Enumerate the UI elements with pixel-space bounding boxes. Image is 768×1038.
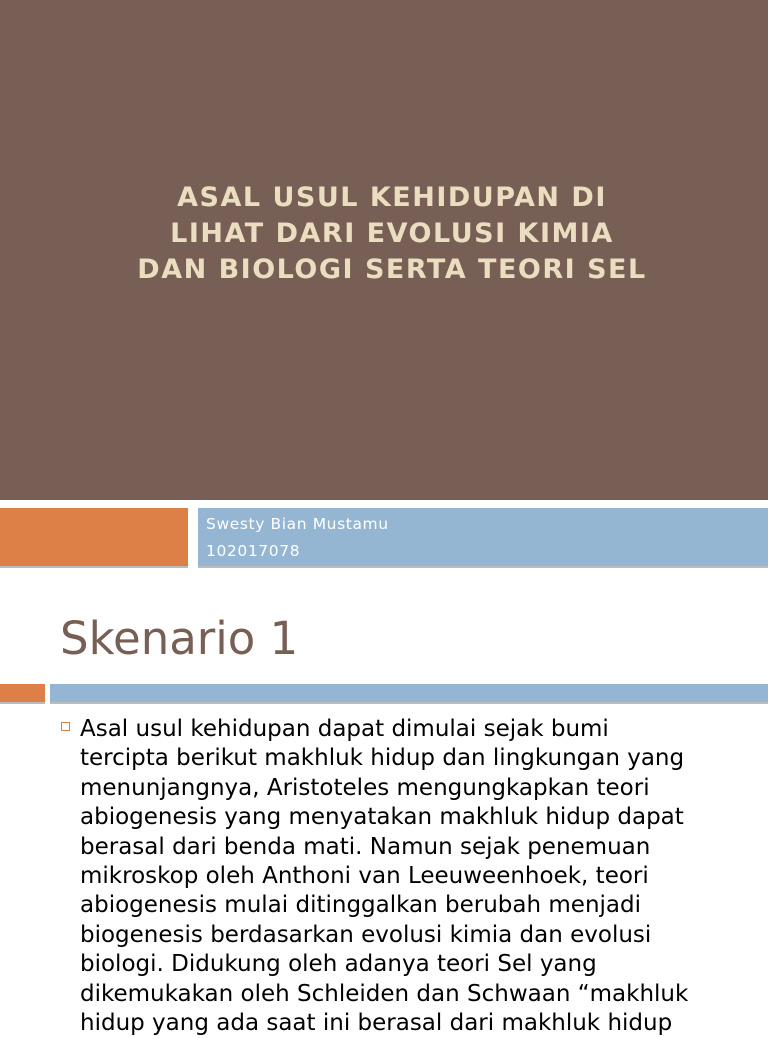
scenario-accent-bar-blue bbox=[50, 684, 768, 704]
slide-title-line-2: LIHAT DARI EVOLUSI KIMIA bbox=[170, 218, 614, 249]
paragraph-line: abiogenesis mulai ditinggalkan berubah menjadi bbox=[80, 892, 641, 919]
paragraph-line: biogenesis berdasarkan evolusi kimia dan evolusi bbox=[80, 921, 652, 948]
paragraph-line: abiogenesis yang menyatakan makhluk hidup dapat bbox=[80, 804, 684, 831]
paragraph-line: hidup yang ada saat ini berasal dari makhluk hidup bbox=[80, 1010, 673, 1037]
paragraph-line: Asal usul kehidupan dapat dimulai sejak bumi bbox=[80, 716, 609, 742]
title-slide-background bbox=[0, 0, 768, 500]
slide-title-line-3: DAN BIOLOGI SERTA TEORI SEL bbox=[137, 254, 647, 285]
slide-title bbox=[0, 180, 768, 288]
slide-title-line-1: ASAL USUL KEHIDUPAN DI bbox=[177, 182, 607, 213]
paragraph-line: menunjangnya, Aristoteles mengungkapkan teori bbox=[80, 774, 650, 801]
scenario-accent-bar-orange bbox=[0, 684, 45, 704]
paragraph-line: mikroskop oleh Anthoni van Leeuweenhoek, teori bbox=[80, 863, 649, 890]
scenario-paragraph bbox=[80, 715, 752, 1038]
paragraph-line: dikemukakan oleh Schleiden dan Schwaan “makhluk bbox=[80, 980, 689, 1007]
accent-bar-orange bbox=[0, 508, 188, 568]
author-name: Swesty Bian Mustamu bbox=[206, 515, 389, 533]
paragraph-line: berasal dari benda mati. Namun sejak penemuan bbox=[80, 833, 651, 860]
square-bullet-icon bbox=[61, 722, 70, 731]
scenario-title: Skenario 1 bbox=[60, 612, 299, 665]
student-id: 102017078 bbox=[206, 542, 301, 560]
paragraph-line: tercipta berikut makhluk hidup dan lingkungan yang bbox=[80, 745, 685, 772]
paragraph-line: biologi. Didukung oleh adanya teori Sel yang bbox=[80, 951, 597, 978]
